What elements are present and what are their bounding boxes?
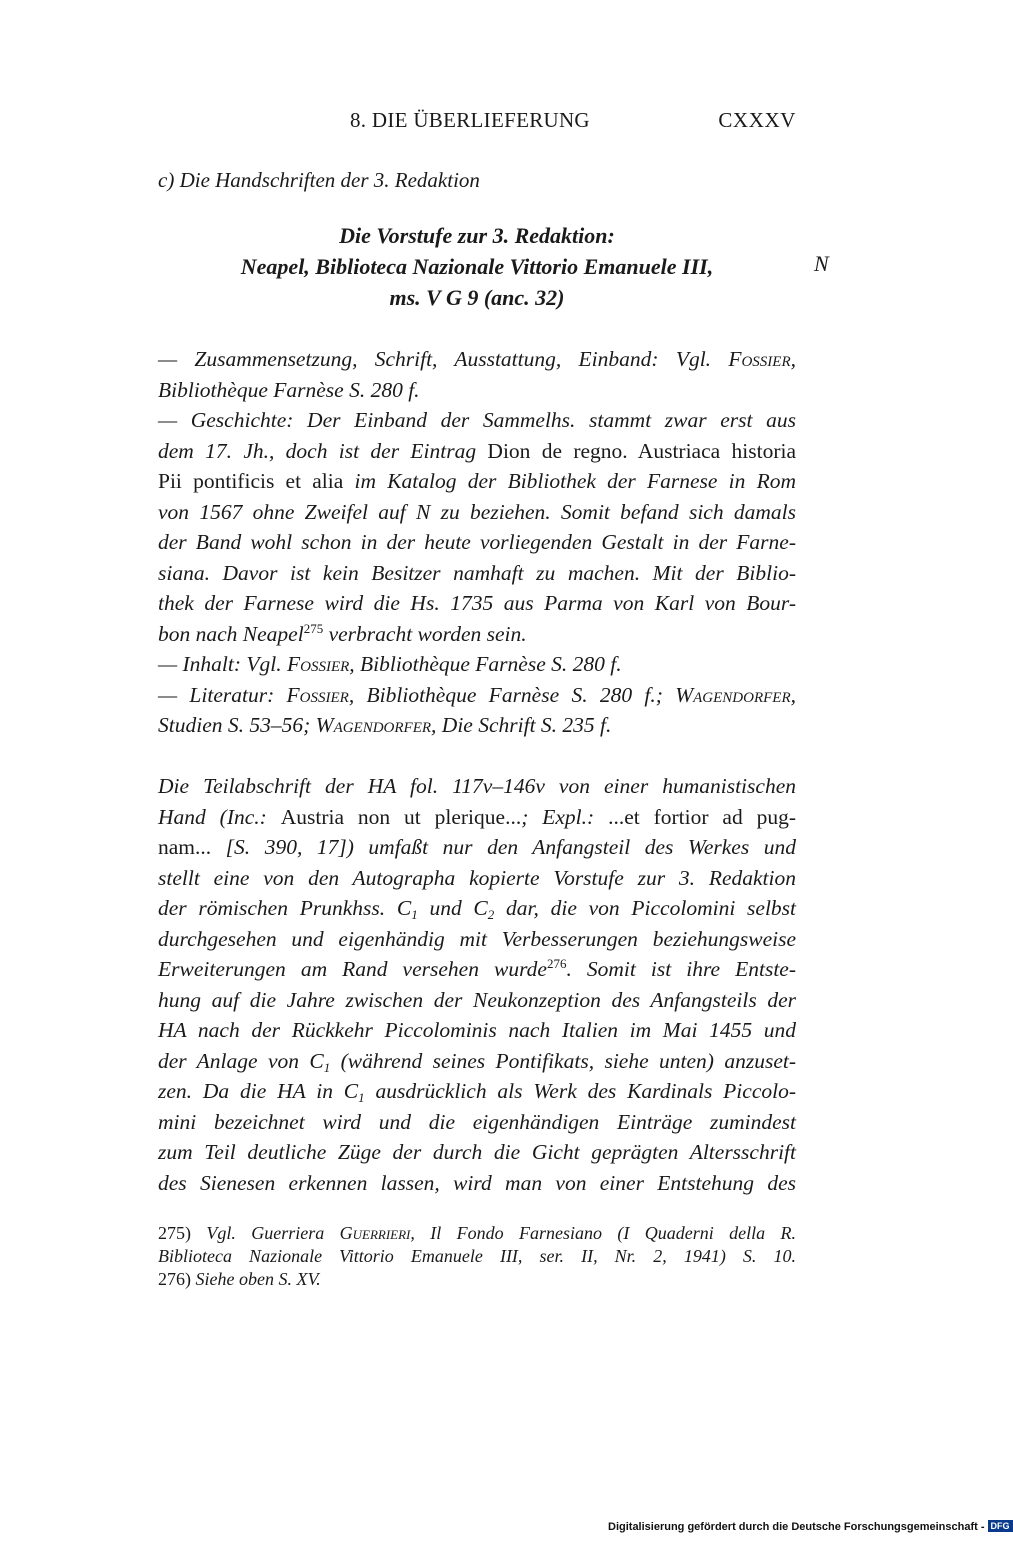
- desc-line: — Zusammensetzung, Schrift, Ausstattung, Einband: Vgl. Fossier,: [158, 347, 796, 371]
- body-line: HA nach der Rückkehr Piccolominis nach Italien im Mai 1455 und: [158, 1018, 796, 1042]
- heading-line-1: Die Vorstufe zur 3. Redaktion:: [339, 223, 615, 248]
- heading-line-2: Neapel, Biblioteca Nazionale Vittorio Emanuele III,: [240, 254, 714, 279]
- desc-line: Studien S. 53–56; Wagendorfer, Die Schrift S. 235 f.: [158, 713, 612, 737]
- heading-line-3: ms. V G 9 (anc. 32): [389, 285, 565, 310]
- body-line: Die Teilabschrift der HA fol. 117v–146v von einer humanistischen: [158, 774, 796, 798]
- footnote-ref: 275: [303, 620, 324, 636]
- footnote-275-cont: Biblioteca Nazionale Vittorio Emanuele III, ser. II, Nr. 2, 1941) S. 10.: [158, 1246, 796, 1266]
- body-line: nam... [S. 390, 17]) umfaßt nur den Anfangsteil des Werkes und: [158, 835, 796, 859]
- section-title: c) Die Handschriften der 3. Redaktion: [158, 168, 480, 192]
- body-line: mini bezeichnet wird und die eigenhändigen Einträge zumindest: [158, 1109, 796, 1134]
- manuscript-description: [158, 344, 796, 741]
- digitization-credit: [608, 1520, 1013, 1533]
- running-head-title: 8. DIE ÜBERLIEFERUNG: [350, 108, 590, 132]
- desc-line: der Band wohl schon in der heute vorliegenden Gestalt in der Farne-: [158, 530, 796, 554]
- desc-line: siana. Davor ist kein Besitzer namhaft zu machen. Mit der Biblio-: [158, 560, 796, 585]
- desc-line: dem 17. Jh., doch ist der Eintrag Dion de regno. Austriaca historia: [158, 438, 796, 463]
- credit-text: Digitalisierung gefördert durch die Deutsche Forschungsgemeinschaft -: [608, 1521, 985, 1533]
- body-line: hung auf die Jahre zwischen der Neukonzeption des Anfangsteils der: [158, 987, 796, 1012]
- dfg-logo: DFG: [988, 1520, 1013, 1532]
- footnotes: [158, 1222, 796, 1291]
- running-head: [158, 108, 796, 138]
- manuscript-heading: [158, 220, 796, 313]
- footnote-276: 276) Siehe oben S. XV.: [158, 1269, 321, 1289]
- footnote-ref: 276: [546, 956, 567, 971]
- desc-line: bon nach Neapel$^{275}$ verbracht worden sein.: [158, 620, 527, 646]
- desc-line: thek der Farnese wird die Hs. 1735 aus Parma von Karl von Bour-: [158, 591, 796, 615]
- body-line: zen. Da die HA in $C_1$ ausdrücklich als Werk des Kardinals Piccolo-: [158, 1079, 796, 1105]
- body-line: der römischen Prunkhss. $C_1$ und $C_2$ dar, die von Piccolomini selbst: [158, 896, 797, 922]
- desc-line: Pii pontificis et alia im Katalog der Bibliothek der Farnese in Rom: [158, 469, 796, 493]
- body-paragraph: [158, 771, 796, 1198]
- body-line: Erweiterungen am Rand versehen wurde$^{276}$. Somit ist ihre Entste-: [158, 956, 796, 981]
- body-line: durchgesehen und eigenhändig mit Verbesserungen beziehungsweise: [158, 926, 796, 951]
- footnote-275: 275) Vgl. Guerriera Guerrieri, Il Fondo Farnesiano (I Quaderni della R.: [158, 1223, 796, 1243]
- body-line: Hand (Inc.: Austria non ut plerique...; Expl.: ...et fortior ad pug-: [158, 804, 797, 829]
- body-line: des Sienesen erkennen lassen, wird man von einer Entstehung des: [158, 1170, 796, 1195]
- body-line: der Anlage von $C_1$ (während seines Pontifikats, siehe unten) anzuset-: [158, 1048, 796, 1075]
- desc-line: Bibliothèque Farnèse S. 280 f.: [158, 377, 420, 402]
- desc-line: — Literatur: Fossier, Bibliothèque Farnèse S. 280 f.; Wagendorfer,: [158, 682, 796, 707]
- page-number: CXXXV: [718, 108, 796, 132]
- desc-line: — Inhalt: Vgl. Fossier, Bibliothèque Farnèse S. 280 f.: [158, 652, 622, 676]
- desc-line: — Geschichte: Der Einband der Sammelhs. stammt zwar erst aus: [158, 408, 796, 432]
- body-line: stellt eine von den Autographa kopierte Vorstufe zur 3. Redaktion: [158, 865, 796, 890]
- manuscript-siglum: N: [814, 251, 829, 276]
- body-line: zum Teil deutliche Züge der durch die Gicht geprägten Altersschrift: [158, 1140, 796, 1164]
- desc-line: von 1567 ohne Zweifel auf N zu beziehen. Somit befand sich damals: [158, 499, 796, 524]
